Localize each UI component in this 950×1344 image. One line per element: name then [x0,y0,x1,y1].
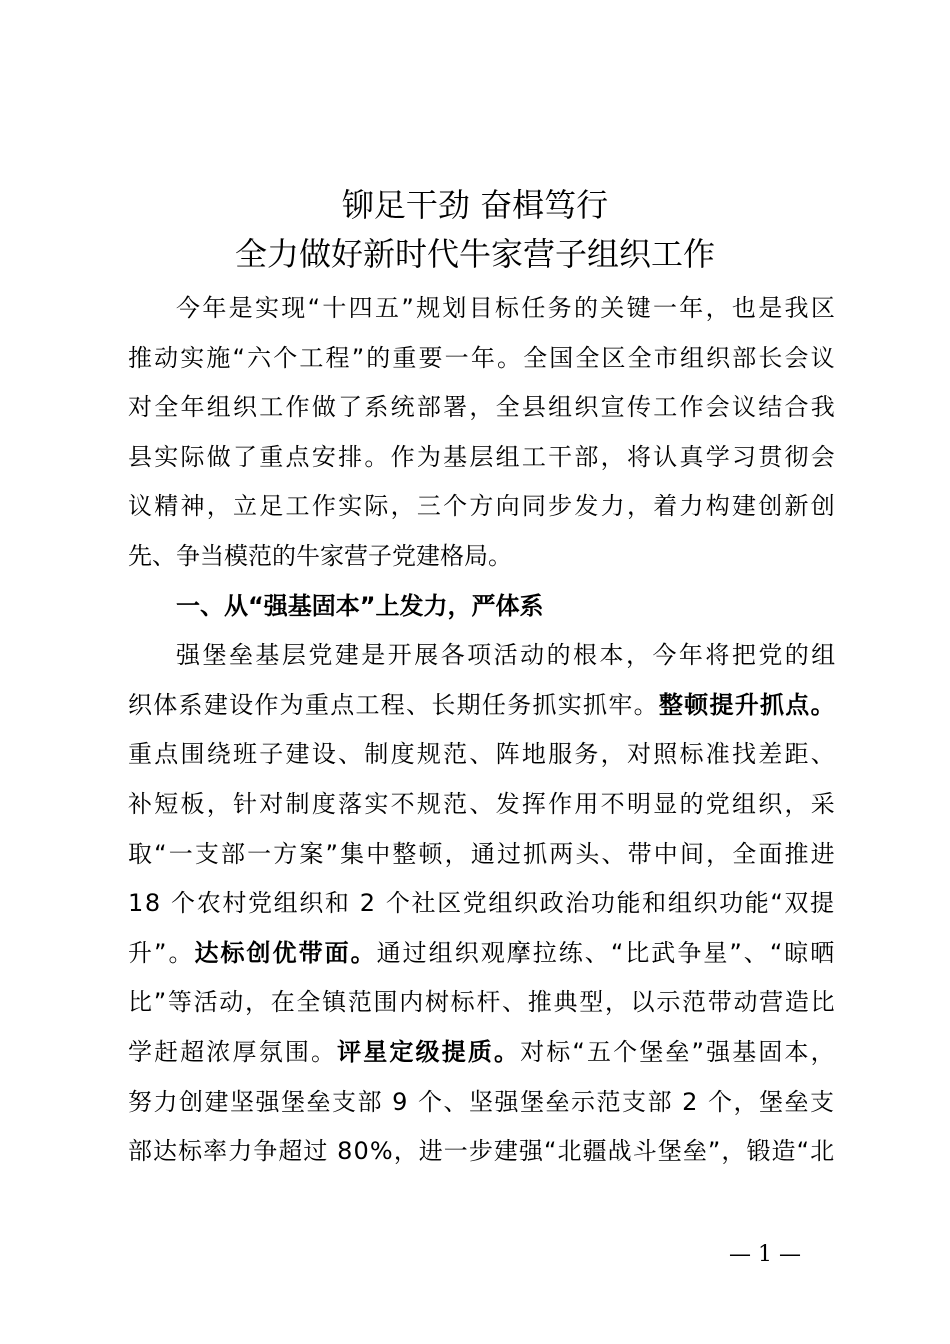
body-line-text: 议精神，立足工作实际，三个方向同步发力，着力构建创新创 [128,492,838,521]
body-line [128,929,840,979]
body-line-text: 今年是实现“十四五”规划目标任务的关键一年，也是我区 [176,294,838,322]
body-line-text: 部达标率力争超过 80%，进一步建强“北疆战斗堡垒”，锻造“北 [128,1137,836,1166]
section-heading [128,582,840,632]
body-line [128,631,840,681]
body-line-text: 一、从“强基固本”上发力，严体系 [176,591,544,620]
document-body [128,284,840,1177]
body-line [128,730,840,780]
body-line-text: 比”等活动，在全镇范围内树标杆、推典型，以示范带动营造比 [128,988,837,1017]
body-line-text: 推动实施“六个工程”的重要一年。全国全区全市组织部长会议 [128,343,837,372]
body-line-text: 强堡垒基层党建是开展各项活动的根本，今年将把党的组 [176,641,838,670]
bold-lead-phrase: 评星定级提质。 [337,1037,521,1066]
body-line [128,433,840,483]
body-line-continuation: 对标“五个堡垒”强基固本， [520,1037,837,1066]
body-line [128,978,840,1028]
body-line-text: 取“一支部一方案”集中整顿，通过抓两头、带中间，全面推进 [128,839,837,868]
body-line-text: 学赶超浓厚氛围。 [128,1037,338,1066]
body-line [128,681,840,731]
body-line-text: 县实际做了重点安排。作为基层组工干部，将认真学习贯彻会 [128,442,838,471]
body-line [128,780,840,830]
body-line-text: 先、争当模范的牛家营子党建格局。 [128,541,512,570]
body-line-text: 补短板，针对制度落实不规范、发挥作用不明显的党组织，采 [128,789,838,818]
body-line-continuation: 通过组织观摩拉练、“比武争星”、“晾晒 [376,938,837,967]
bold-lead-phrase: 整顿提升抓点。 [658,690,836,719]
document-title-line-2: 全力做好新时代牛家营子组织工作 [234,235,715,273]
document-title-line-1: 铆足干劲 奋楫笃行 [341,186,609,224]
body-line [128,1127,840,1177]
body-line [128,1028,840,1078]
body-line-text: 织体系建设作为重点工程、长期任务抓实抓牢。 [128,690,659,719]
body-line [128,1078,840,1128]
body-line [128,334,840,384]
body-line-text: 升”。 [128,938,195,967]
body-line [128,879,840,929]
body-line [128,284,840,334]
body-line-text: 对全年组织工作做了系统部署，全县组织宣传工作会议结合我 [128,393,838,422]
body-line-text: 重点围绕班子建设、制度规范、阵地服务，对照标准找差距、 [128,740,838,769]
body-line [128,532,840,582]
body-line [128,383,840,433]
body-line [128,482,840,532]
bold-lead-phrase: 达标创优带面。 [194,938,377,967]
body-line-text: 努力创建坚强堡垒支部 9 个、坚强堡垒示范支部 2 个，堡垒支 [128,1087,836,1116]
body-line [128,830,840,880]
body-line-text: 18 个农村党组织和 2 个社区党组织政治功能和组织功能“双提 [128,889,836,918]
page-number: — 1 — [729,1242,801,1267]
